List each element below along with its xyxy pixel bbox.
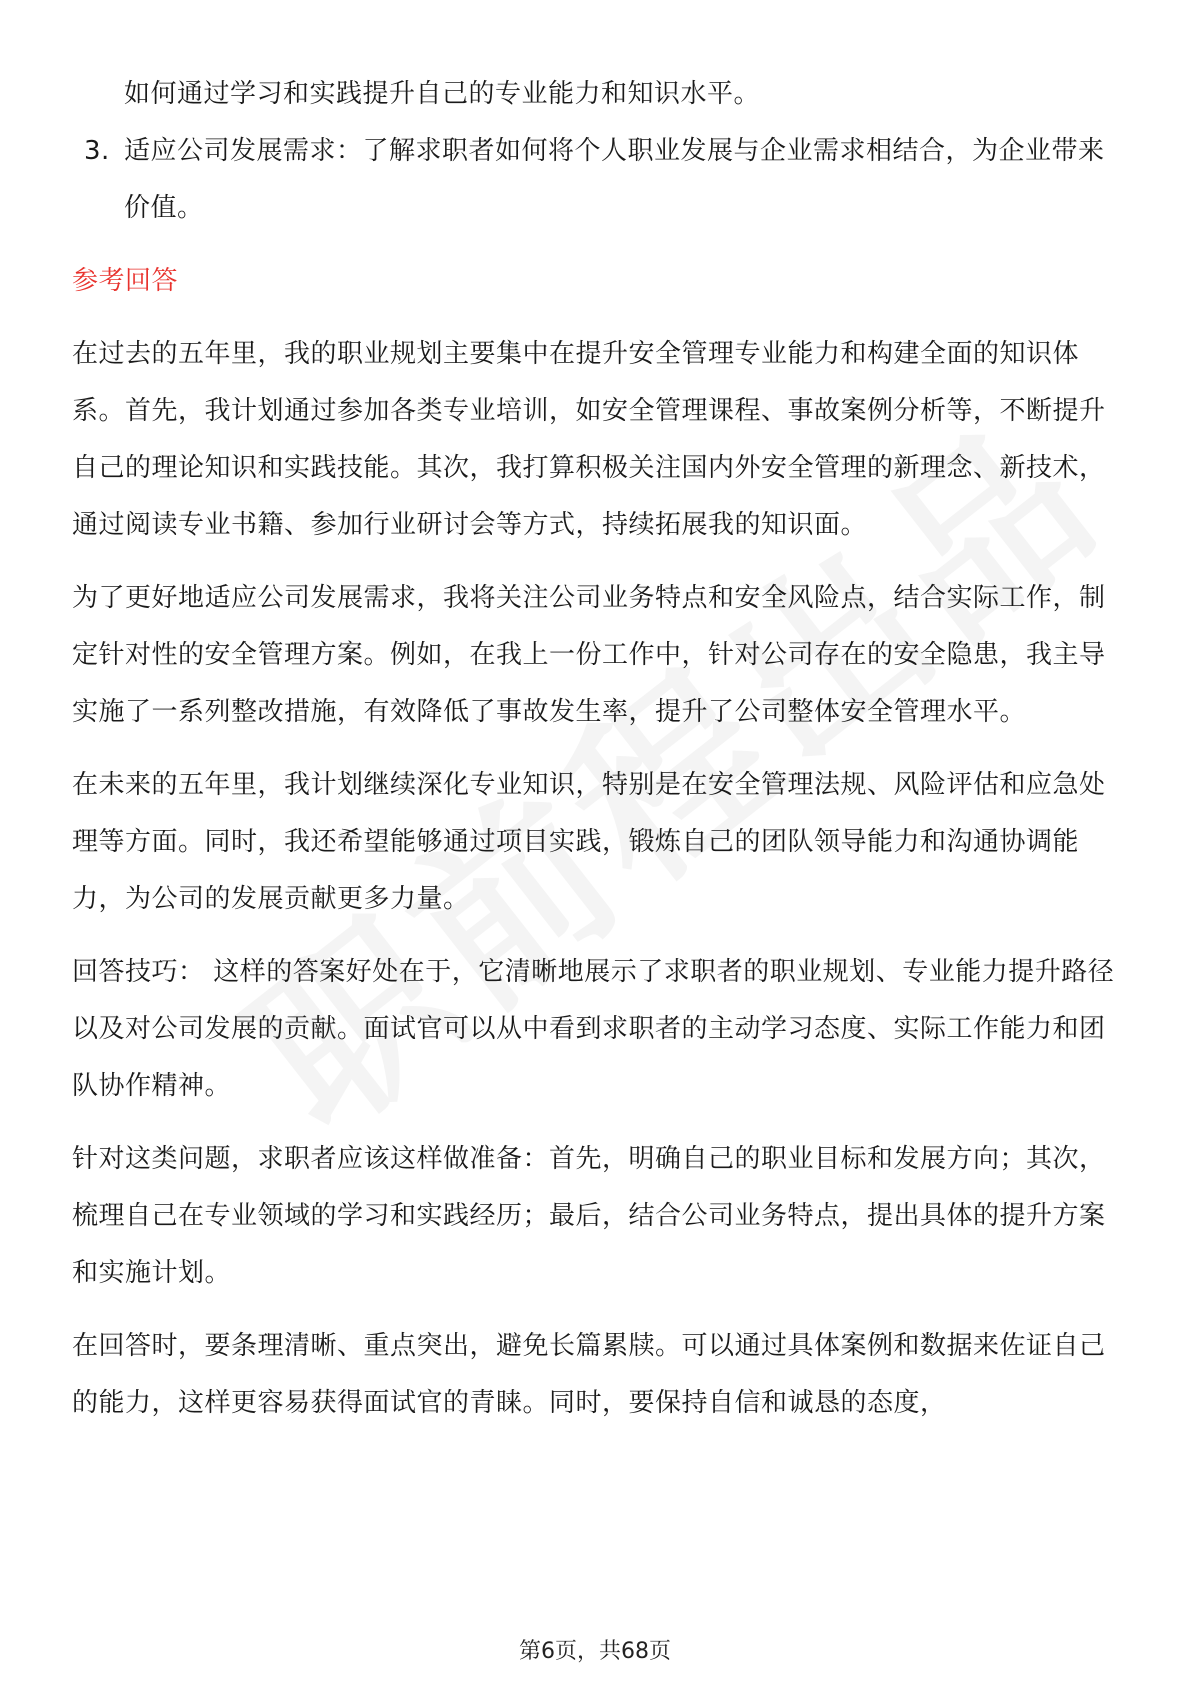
paragraph: 在未来的五年里，我计划继续深化专业知识，特别是在安全管理法规、风险评估和应急处理等方面。同时，我还希望能够通过项目实践，锻炼自己的团队领导能力和沟通协调能力，为公司的发展贡献更多力量。	[72, 770, 1106, 914]
paragraph: 在回答时，要条理清晰、重点突出，避免长篇累牍。可以通过具体案例和数据来佐证自己的能力，这样更容易获得面试官的青睐。同时，要保持自信和诚恳的态度，	[72, 1331, 1106, 1418]
paragraph: 在过去的五年里，我的职业规划主要集中在提升安全管理专业能力和构建全面的知识体系。首先，我计划通过参加各类专业培训，如安全管理课程、事故案例分析等，不断提升自己的理论知识和实践技能。其次，我打算积极关注国内外安全管理的新理念、新技术，通过阅读专业书籍、参加行业研讨会等方式，持续拓展我的知识面。	[72, 339, 1106, 540]
section-heading: 参考回答	[72, 266, 179, 296]
page-content	[72, 66, 1120, 1448]
list-item-number: 3.	[84, 136, 110, 166]
list-item-3	[72, 123, 1120, 237]
paragraph: 回答技巧： 这样的答案好处在于，它清晰地展示了求职者的职业规划、专业能力提升路径以及对公司发展的贡献。面试官可以从中看到求职者的主动学习态度、实际工作能力和团队协作精神。	[72, 957, 1115, 1101]
list-item-continuation: 如何通过学习和实践提升自己的专业能力和知识水平。	[124, 79, 761, 109]
page-number: 第6页，共68页	[519, 1639, 671, 1664]
paragraph: 针对这类问题，求职者应该这样做准备：首先，明确自己的职业目标和发展方向；其次，梳理自己在专业领域的学习和实践经历；最后，结合公司业务特点，提出具体的提升方案和实施计划。	[72, 1144, 1106, 1288]
paragraph: 为了更好地适应公司发展需求，我将关注公司业务特点和安全风险点，结合实际工作，制定针对性的安全管理方案。例如，在我上一份工作中，针对公司存在的安全隐患，我主导实施了一系列整改措施，有效降低了事故发生率，提升了公司整体安全管理水平。	[72, 583, 1106, 727]
list-item-text: 适应公司发展需求：了解求职者如何将个人职业发展与企业需求相结合，为企业带来价值。	[124, 136, 1105, 223]
